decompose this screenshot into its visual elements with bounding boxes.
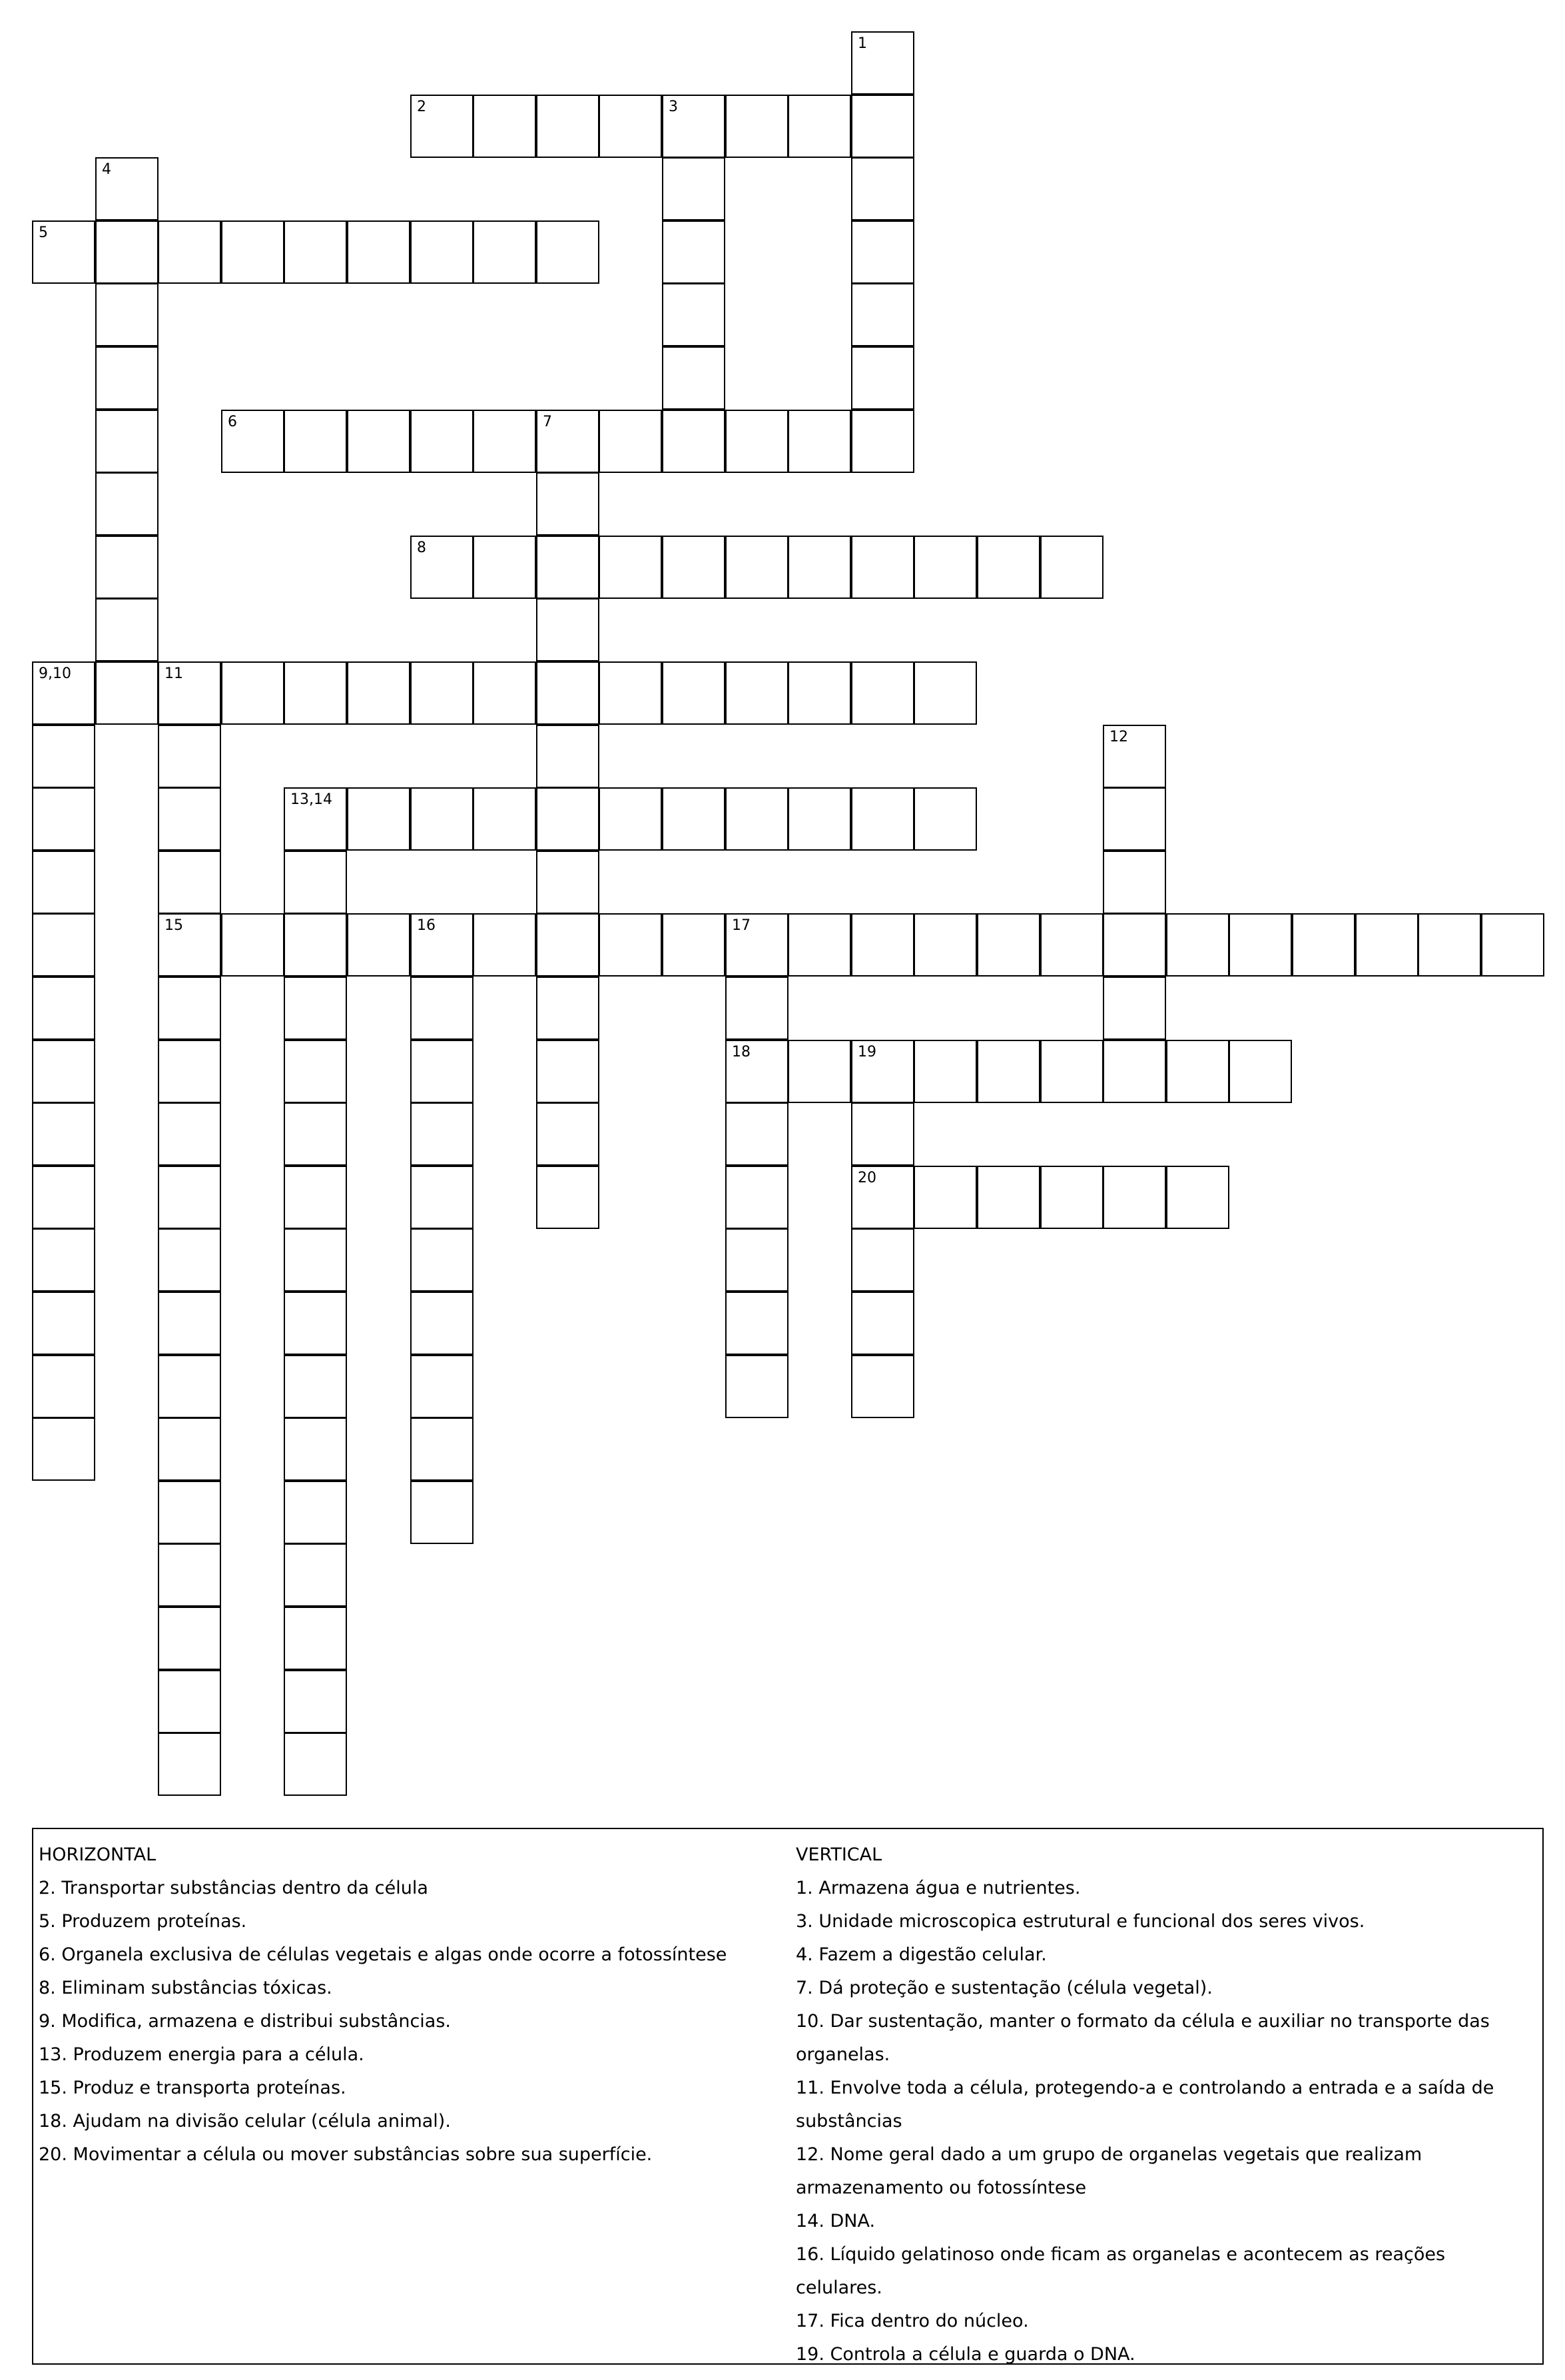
crossword-cell[interactable]: [284, 787, 347, 851]
crossword-cell[interactable]: [473, 661, 536, 725]
crossword-cell[interactable]: [32, 1102, 95, 1166]
clue-number: 18: [732, 1044, 751, 1060]
crossword-cell[interactable]: [851, 220, 914, 284]
crossword-cell[interactable]: [284, 1292, 347, 1355]
crossword-cell[interactable]: [410, 536, 473, 599]
crossword-cell[interactable]: [725, 913, 788, 977]
crossword-cell[interactable]: [1166, 1166, 1229, 1229]
crossword-cell[interactable]: [284, 1417, 347, 1481]
clue-number: 5: [39, 224, 48, 241]
crossword-cell[interactable]: [1292, 913, 1355, 977]
crossword-cell[interactable]: [32, 1166, 95, 1229]
crossword-cell[interactable]: [914, 1040, 977, 1103]
crossword-cell[interactable]: [410, 1417, 473, 1481]
clue-h-13: 13. Produzem energia para a célula.: [39, 2044, 364, 2065]
crossword-cell[interactable]: [536, 851, 599, 914]
clue-h-15: 15. Produz e transporta proteínas.: [39, 2078, 346, 2098]
crossword-cell[interactable]: [914, 1166, 977, 1229]
crossword-cell[interactable]: [851, 1292, 914, 1355]
crossword-cell[interactable]: [536, 95, 599, 158]
crossword-cell[interactable]: [851, 283, 914, 346]
clue-h-20: 20. Movimentar a célula ou mover substâncias sobre sua superfície.: [39, 2144, 653, 2165]
crossword-cell[interactable]: [410, 410, 473, 473]
crossword-cell[interactable]: [284, 1733, 347, 1796]
crossword-cell[interactable]: [599, 787, 662, 851]
clue-v-14: 14. DNA.: [796, 2211, 876, 2231]
crossword-cell[interactable]: [536, 1040, 599, 1103]
crossword-cell[interactable]: [32, 1417, 95, 1481]
clue-h-9: 9. Modifica, armazena e distribui substâncias.: [39, 2011, 451, 2032]
crossword-cell[interactable]: [725, 1292, 788, 1355]
crossword-cell[interactable]: [158, 1481, 221, 1544]
crossword-cell[interactable]: [851, 913, 914, 977]
crossword-cell[interactable]: [725, 410, 788, 473]
crossword-cell[interactable]: [1355, 913, 1418, 977]
clue-number: 17: [732, 917, 751, 934]
crossword-cell[interactable]: [284, 1607, 347, 1670]
crossword-cell[interactable]: [95, 536, 158, 599]
clue-v-10: 10. Dar sustentação, manter o formato da célula e auxiliar no transporte das: [796, 2011, 1490, 2032]
crossword-cell[interactable]: [158, 977, 221, 1040]
crossword-cell[interactable]: [32, 1040, 95, 1103]
crossword-cell[interactable]: [158, 1040, 221, 1103]
crossword-cell[interactable]: [347, 787, 410, 851]
clue-v-11-cont: substâncias: [796, 2111, 902, 2132]
crossword-cell[interactable]: [284, 661, 347, 725]
crossword-cell[interactable]: [473, 410, 536, 473]
horizontal-clues-column: [39, 1838, 791, 2172]
crossword-cell[interactable]: [410, 95, 473, 158]
crossword-cell[interactable]: [788, 95, 851, 158]
crossword-cell[interactable]: [725, 1040, 788, 1103]
clue-number: 4: [102, 161, 111, 178]
crossword-cell[interactable]: [536, 725, 599, 788]
clue-number: 16: [417, 917, 436, 934]
crossword-cell[interactable]: [977, 1040, 1040, 1103]
crossword-cell[interactable]: [977, 1166, 1040, 1229]
clue-v-1: 1. Armazena água e nutrientes.: [796, 1878, 1081, 1898]
clue-h-5: 5. Produzem proteínas.: [39, 1911, 247, 1932]
crossword-cell[interactable]: [158, 725, 221, 788]
clue-v-17: 17. Fica dentro do núcleo.: [796, 2311, 1029, 2331]
clue-h-18: 18. Ajudam na divisão celular (célula animal).: [39, 2111, 451, 2132]
clue-number: 2: [417, 99, 426, 115]
crossword-cell[interactable]: [662, 283, 725, 346]
crossword-cell[interactable]: [725, 1355, 788, 1418]
crossword-cell[interactable]: [158, 1166, 221, 1229]
clue-v-16: 16. Líquido gelatinoso onde ficam as organelas e acontecem as reações celulares.: [796, 2244, 1446, 2298]
crossword-cell[interactable]: [851, 1166, 914, 1229]
crossword-cell[interactable]: [347, 220, 410, 284]
crossword-cell[interactable]: [410, 1292, 473, 1355]
crossword-cell[interactable]: [1166, 913, 1229, 977]
crossword-cell[interactable]: [536, 220, 599, 284]
clue-number: 13,14: [290, 791, 332, 808]
crossword-cell[interactable]: [1103, 851, 1166, 914]
crossword-cell[interactable]: [158, 851, 221, 914]
crossword-cell[interactable]: [536, 1102, 599, 1166]
crossword-cell[interactable]: [95, 220, 158, 284]
crossword-cell[interactable]: [662, 536, 725, 599]
crossword-cell[interactable]: [851, 661, 914, 725]
crossword-cell[interactable]: [914, 661, 977, 725]
crossword-cell[interactable]: [788, 410, 851, 473]
crossword-cell[interactable]: [410, 913, 473, 977]
crossword-cell[interactable]: [662, 661, 725, 725]
crossword-cell[interactable]: [851, 95, 914, 158]
crossword-cell[interactable]: [599, 95, 662, 158]
crossword-cell[interactable]: [662, 410, 725, 473]
crossword-cell[interactable]: [977, 913, 1040, 977]
crossword-cell[interactable]: [851, 157, 914, 220]
clue-v-11: 11. Envolve toda a célula, protegendo-a e controlando a entrada e a saída de: [796, 2078, 1494, 2098]
crossword-cell[interactable]: [32, 851, 95, 914]
crossword-cell[interactable]: [347, 913, 410, 977]
crossword-cell[interactable]: [725, 95, 788, 158]
crossword-cell[interactable]: [788, 1040, 851, 1103]
crossword-cell[interactable]: [914, 913, 977, 977]
crossword-cell[interactable]: [410, 1102, 473, 1166]
crossword-cell[interactable]: [662, 913, 725, 977]
crossword-cell[interactable]: [221, 913, 284, 977]
crossword-cell[interactable]: [851, 1355, 914, 1418]
clue-number: 15: [164, 917, 183, 934]
clue-h-6: 6. Organela exclusiva de células vegetais e algas onde ocorre a fotossíntese: [39, 1944, 727, 1965]
crossword-cell[interactable]: [599, 913, 662, 977]
crossword-cell[interactable]: [662, 346, 725, 410]
crossword-cell[interactable]: [347, 661, 410, 725]
crossword-cell[interactable]: [725, 787, 788, 851]
crossword-cell[interactable]: [1103, 913, 1166, 977]
clue-number: 7: [543, 414, 552, 430]
crossword-cell[interactable]: [1103, 1040, 1166, 1103]
crossword-cell[interactable]: [536, 536, 599, 599]
crossword-cell[interactable]: [347, 410, 410, 473]
crossword-cell[interactable]: [662, 220, 725, 284]
crossword-cell[interactable]: [410, 1166, 473, 1229]
clue-v-12: 12. Nome geral dado a um grupo de organelas vegetais que realizam: [796, 2144, 1422, 2165]
crossword-cell[interactable]: [536, 913, 599, 977]
crossword-cell[interactable]: [284, 1670, 347, 1733]
clue-number: 12: [1109, 729, 1128, 745]
crossword-cell[interactable]: [95, 346, 158, 410]
crossword-cell[interactable]: [662, 157, 725, 220]
crossword-cell[interactable]: [1103, 725, 1166, 788]
crossword-cell[interactable]: [473, 95, 536, 158]
crossword-cell[interactable]: [32, 1355, 95, 1418]
crossword-cell[interactable]: [95, 157, 158, 220]
crossword-cell[interactable]: [158, 1417, 221, 1481]
crossword-cell[interactable]: [599, 410, 662, 473]
crossword-cell[interactable]: [221, 661, 284, 725]
crossword-cell[interactable]: [788, 536, 851, 599]
clue-number: 20: [858, 1170, 876, 1186]
crossword-cell[interactable]: [410, 1040, 473, 1103]
crossword-cell[interactable]: [32, 787, 95, 851]
crossword-cell[interactable]: [284, 410, 347, 473]
clue-v-19: 19. Controla a célula e guarda o DNA.: [796, 2344, 1135, 2365]
crossword-cell[interactable]: [788, 787, 851, 851]
crossword-cell[interactable]: [158, 1543, 221, 1607]
crossword-cell[interactable]: [851, 1228, 914, 1292]
crossword-cell[interactable]: [1103, 787, 1166, 851]
crossword-cell[interactable]: [1418, 913, 1481, 977]
crossword-cell[interactable]: [284, 1166, 347, 1229]
crossword-cell[interactable]: [473, 536, 536, 599]
crossword-cell[interactable]: [158, 787, 221, 851]
crossword-cell[interactable]: [851, 346, 914, 410]
crossword-cell[interactable]: [32, 913, 95, 977]
crossword-cell[interactable]: [158, 1733, 221, 1796]
horizontal-title: HORIZONTAL: [39, 1844, 156, 1865]
crossword-cell[interactable]: [851, 1102, 914, 1166]
crossword-cell[interactable]: [410, 661, 473, 725]
clue-number: 8: [417, 540, 426, 556]
crossword-cell[interactable]: [473, 787, 536, 851]
crossword-cell[interactable]: [32, 1228, 95, 1292]
crossword-cell[interactable]: [473, 220, 536, 284]
clue-v-10-cont: organelas.: [796, 2044, 890, 2065]
crossword-cell[interactable]: [32, 725, 95, 788]
crossword-cell[interactable]: [284, 1355, 347, 1418]
crossword-cell[interactable]: [158, 220, 221, 284]
clue-v-4: 4. Fazem a digestão celular.: [796, 1944, 1047, 1965]
crossword-cell[interactable]: [95, 472, 158, 536]
vertical-title: VERTICAL: [796, 1844, 882, 1865]
clue-number: 6: [228, 414, 237, 430]
crossword-cell[interactable]: [473, 913, 536, 977]
crossword-cell[interactable]: [32, 661, 95, 725]
crossword-cell[interactable]: [284, 1543, 347, 1607]
crossword-cell[interactable]: [851, 1040, 914, 1103]
crossword-cell[interactable]: [788, 661, 851, 725]
crossword-cell[interactable]: [158, 913, 221, 977]
crossword-cell[interactable]: [284, 1102, 347, 1166]
crossword-cell[interactable]: [599, 536, 662, 599]
crossword-cell[interactable]: [284, 1481, 347, 1544]
crossword-cell[interactable]: [914, 536, 977, 599]
crossword-cell[interactable]: [158, 1355, 221, 1418]
crossword-cell[interactable]: [1040, 1166, 1103, 1229]
crossword-cell[interactable]: [158, 661, 221, 725]
clue-number: 19: [858, 1044, 876, 1060]
crossword-cell[interactable]: [284, 1040, 347, 1103]
crossword-cell[interactable]: [725, 1166, 788, 1229]
crossword-cell[interactable]: [662, 95, 725, 158]
crossword-cell[interactable]: [410, 1228, 473, 1292]
crossword-cell[interactable]: [725, 977, 788, 1040]
crossword-cell[interactable]: [1166, 1040, 1229, 1103]
crossword-cell[interactable]: [599, 661, 662, 725]
crossword-cell[interactable]: [410, 220, 473, 284]
crossword-cell[interactable]: [977, 536, 1040, 599]
vertical-clues-column: [796, 1838, 1535, 2371]
crossword-cell[interactable]: [725, 1228, 788, 1292]
crossword-cell[interactable]: [788, 913, 851, 977]
clue-v-12-cont: armazenamento ou fotossíntese: [796, 2178, 1087, 2198]
crossword-cell[interactable]: [158, 1228, 221, 1292]
crossword-cell[interactable]: [725, 536, 788, 599]
clue-h-2: 2. Transportar substâncias dentro da célula: [39, 1878, 428, 1898]
crossword-cell[interactable]: [32, 1292, 95, 1355]
crossword-cell[interactable]: [536, 787, 599, 851]
crossword-cell[interactable]: [851, 787, 914, 851]
crossword-cell[interactable]: [284, 977, 347, 1040]
crossword-cell[interactable]: [851, 536, 914, 599]
crossword-cell[interactable]: [536, 661, 599, 725]
crossword-cell[interactable]: [32, 220, 95, 284]
crossword-cell[interactable]: [158, 1102, 221, 1166]
crossword-cell[interactable]: [536, 472, 599, 536]
crossword-cell[interactable]: [536, 1166, 599, 1229]
crossword-cell[interactable]: [536, 598, 599, 661]
crossword-cell[interactable]: [284, 1228, 347, 1292]
crossword-cell[interactable]: [95, 410, 158, 473]
crossword-cell[interactable]: [851, 410, 914, 473]
crossword-cell[interactable]: [1229, 1040, 1292, 1103]
crossword-cell[interactable]: [851, 31, 914, 95]
crossword-cell[interactable]: [158, 1607, 221, 1670]
crossword-cell[interactable]: [410, 787, 473, 851]
crossword-cell[interactable]: [1229, 913, 1292, 977]
crossword-cell[interactable]: [1103, 977, 1166, 1040]
crossword-cell[interactable]: [158, 1292, 221, 1355]
crossword-cell[interactable]: [221, 410, 284, 473]
crossword-cell[interactable]: [914, 787, 977, 851]
crossword-cell[interactable]: [1481, 913, 1544, 977]
crossword-cell[interactable]: [95, 661, 158, 725]
crossword-cell[interactable]: [410, 1481, 473, 1544]
crossword-cell[interactable]: [284, 913, 347, 977]
crossword-cell[interactable]: [1040, 1040, 1103, 1103]
crossword-cell[interactable]: [284, 851, 347, 914]
crossword-cell[interactable]: [95, 283, 158, 346]
crossword-cell[interactable]: [1040, 536, 1103, 599]
crossword-cell[interactable]: [410, 977, 473, 1040]
crossword-cell[interactable]: [536, 977, 599, 1040]
clue-number: 3: [669, 99, 678, 115]
crossword-cell[interactable]: [284, 220, 347, 284]
clue-number: 11: [164, 665, 183, 682]
clue-v-7: 7. Dá proteção e sustentação (célula vegetal).: [796, 1978, 1213, 1998]
crossword-cell[interactable]: [32, 977, 95, 1040]
crossword-cell[interactable]: [158, 1670, 221, 1733]
crossword-cell[interactable]: [1040, 913, 1103, 977]
crossword-cell[interactable]: [536, 410, 599, 473]
clue-h-8: 8. Eliminam substâncias tóxicas.: [39, 1978, 332, 1998]
crossword-cell[interactable]: [725, 661, 788, 725]
crossword-cell[interactable]: [410, 1355, 473, 1418]
crossword-cell[interactable]: [1103, 1166, 1166, 1229]
crossword-cell[interactable]: [725, 1102, 788, 1166]
crossword-cell[interactable]: [221, 220, 284, 284]
crossword-cell[interactable]: [662, 787, 725, 851]
crossword-cell[interactable]: [95, 598, 158, 661]
clues-box: [32, 1828, 1544, 2365]
clue-number: 1: [858, 35, 867, 52]
clue-number: 9,10: [39, 665, 71, 682]
clue-v-3: 3. Unidade microscopica estrutural e funcional dos seres vivos.: [796, 1911, 1365, 1932]
